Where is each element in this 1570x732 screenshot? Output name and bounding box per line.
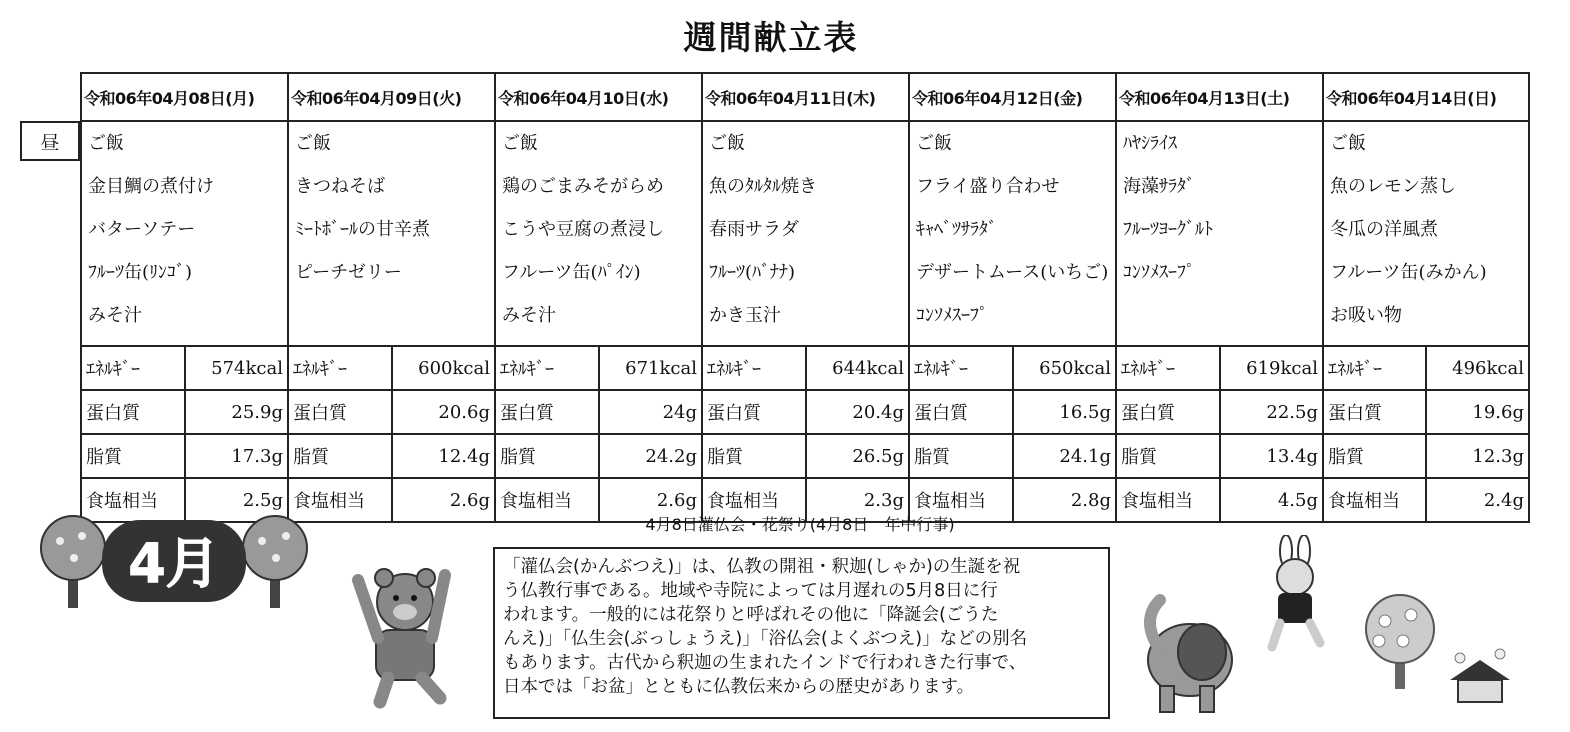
nutrient-value: 2.8g: [1013, 478, 1116, 522]
dish-item: [295, 298, 488, 341]
nutrient-value: 25.9g: [185, 390, 288, 434]
nutrient-label: ｴﾈﾙｷﾞｰ: [495, 346, 599, 390]
nutrient-value: 13.4g: [1220, 434, 1323, 478]
nutrient-value: 600kcal: [392, 346, 495, 390]
nutrient-value: 650kcal: [1013, 346, 1116, 390]
nutrient-value: 671kcal: [599, 346, 702, 390]
info-line: われます。一般的には花祭りと呼ばれその他に「降誕会(ごうた: [503, 605, 999, 625]
nutrient-value: 19.6g: [1426, 390, 1529, 434]
nutrient-label: ｴﾈﾙｷﾞｰ: [909, 346, 1013, 390]
nutrient-label: ｴﾈﾙｷﾞｰ: [702, 346, 806, 390]
nutrient-label: 脂質: [81, 434, 185, 478]
dish-item: ご飯: [502, 133, 538, 154]
nutrient-value: 24.1g: [1013, 434, 1116, 478]
info-line: 日本では「お盆」とともに仏教伝来からの歴史があります。: [503, 677, 975, 697]
nutrient-label: 脂質: [1323, 434, 1426, 478]
info-line: もあります。古代から釈迦の生まれたインドで行われきた行事で、: [503, 653, 1027, 673]
nutrient-label: 脂質: [1116, 434, 1220, 478]
dish-item: 冬瓜の洋風煮: [1330, 219, 1438, 240]
nutrient-value: 496kcal: [1426, 346, 1529, 390]
nutrient-label: 食塩相当: [1116, 478, 1220, 522]
dish-item: お吸い物: [1330, 305, 1402, 326]
day-header: 令和06年04月12日(金): [909, 73, 1116, 121]
dish-item: ﾌﾙｰﾂ缶(ﾘﾝｺﾞ): [88, 262, 193, 283]
dish-item: ｺﾝｿﾒｽｰﾌﾟ: [916, 305, 988, 326]
nutrient-label: 蛋白質: [495, 390, 599, 434]
dish-item: ﾐｰﾄﾎﾞｰﾙの甘辛煮: [295, 219, 430, 240]
nutrient-label: ｴﾈﾙｷﾞｰ: [1323, 346, 1426, 390]
info-line: 「灌仏会(かんぶつえ)」は、仏教の開祖・釈迦(しゃか)の生誕を祝: [503, 557, 1021, 577]
tree-icon: [41, 516, 105, 608]
page-title: 週間献立表: [683, 18, 859, 57]
dish-item: バターソテー: [88, 219, 196, 240]
day-header: 令和06年04月11日(木): [702, 73, 909, 121]
nutrient-value: 2.6g: [599, 478, 702, 522]
event-description: [493, 547, 1110, 719]
nutrient-value: 24g: [599, 390, 702, 434]
dish-item: ｺﾝｿﾒｽｰﾌﾟ: [1123, 262, 1195, 283]
nutrient-value: 22.5g: [1220, 390, 1323, 434]
nutrient-value: 20.6g: [392, 390, 495, 434]
nutrient-label: ｴﾈﾙｷﾞｰ: [288, 346, 392, 390]
dish-item: フライ盛り合わせ: [916, 176, 1060, 197]
event-title: 4月8日灌仏会・花祭り(4月8日 年中行事): [645, 515, 955, 534]
nutrient-value: 17.3g: [185, 434, 288, 478]
dish-item: ご飯: [916, 133, 952, 154]
dish-item: ご飯: [295, 133, 331, 154]
dish-item: 魚のﾀﾙﾀﾙ焼き: [709, 176, 817, 197]
dish-item: フルーツ缶(ﾊﾟｲﾝ): [502, 262, 641, 283]
nutrient-label: 脂質: [702, 434, 806, 478]
nutrient-value: 619kcal: [1220, 346, 1323, 390]
nutrient-label: 脂質: [495, 434, 599, 478]
nutrient-label: 蛋白質: [909, 390, 1013, 434]
badge-text: 4月: [128, 532, 220, 595]
day-header: 令和06年04月09日(火): [288, 73, 495, 121]
dish-item: 春雨サラダ: [709, 219, 799, 240]
nutrient-label: 食塩相当: [1323, 478, 1426, 522]
nutrient-label: 蛋白質: [702, 390, 806, 434]
elephant-icon: [1130, 590, 1250, 720]
day-header: 令和06年04月13日(土): [1116, 73, 1323, 121]
dish-item: ピーチゼリー: [295, 262, 402, 283]
day-header: 令和06年04月10日(水): [495, 73, 702, 121]
dish-list: [288, 121, 495, 346]
nutrient-value: 2.5g: [185, 478, 288, 522]
dish-item: ご飯: [88, 133, 124, 154]
dish-item: きつねそば: [295, 176, 385, 197]
dish-item: かき玉汁: [709, 305, 781, 326]
dish-list: [81, 121, 288, 346]
dish-item: [1123, 298, 1316, 341]
dish-list: [1116, 121, 1323, 346]
nutrient-value: 24.2g: [599, 434, 702, 478]
dish-item: こうや豆腐の煮浸し: [502, 219, 664, 240]
dish-item: ﾊﾔｼﾗｲｽ: [1123, 133, 1177, 154]
dish-item: ﾌﾙｰﾂ(ﾊﾞﾅﾅ): [709, 262, 796, 283]
dish-item: ﾌﾙｰﾂﾖｰｸﾞﾙﾄ: [1123, 219, 1213, 240]
april-badge-illustration: [30, 506, 320, 616]
dish-item: 金目鯛の煮付け: [88, 176, 214, 197]
info-line: んえ)」「仏生会(ぶっしょうえ)」「浴仏会(よくぶつえ)」などの別名: [503, 629, 1028, 649]
nutrient-label: 食塩相当: [81, 478, 185, 522]
nutrient-label: ｴﾈﾙｷﾞｰ: [81, 346, 185, 390]
dish-item: ｷｬﾍﾞﾂｻﾗﾀﾞ: [916, 219, 997, 240]
flower-hall-icon: [1440, 640, 1520, 710]
nutrient-value: 2.3g: [806, 478, 909, 522]
dish-item: ご飯: [709, 133, 745, 154]
dish-item: ご飯: [1330, 133, 1366, 154]
nutrient-value: 644kcal: [806, 346, 909, 390]
meal-label: 昼: [20, 121, 80, 161]
nutrient-label: 蛋白質: [81, 390, 185, 434]
day-header: 令和06年04月08日(月): [81, 73, 288, 121]
rabbit-icon: [1250, 535, 1340, 655]
nutrient-value: 2.6g: [392, 478, 495, 522]
nutrient-label: 脂質: [288, 434, 392, 478]
dish-item: 海藻ｻﾗﾀﾞ: [1123, 176, 1195, 197]
tree-icon: [243, 516, 307, 608]
dish-item: デザートムース(いちご): [916, 262, 1109, 283]
dish-item: 鶏のごまみそがらめ: [502, 176, 664, 197]
nutrient-value: 26.5g: [806, 434, 909, 478]
day-header: 令和06年04月14日(日): [1323, 73, 1529, 121]
nutrient-value: 4.5g: [1220, 478, 1323, 522]
dish-list: [909, 121, 1116, 346]
nutrient-label: 蛋白質: [1323, 390, 1426, 434]
nutrient-label: 蛋白質: [1116, 390, 1220, 434]
menu-table: [80, 72, 1530, 523]
dish-item: 魚のレモン蒸し: [1330, 176, 1456, 197]
nutrient-label: 脂質: [909, 434, 1013, 478]
dish-list: [702, 121, 909, 346]
flower-tree-icon: [1345, 585, 1455, 695]
nutrient-value: 12.3g: [1426, 434, 1529, 478]
nutrient-value: 574kcal: [185, 346, 288, 390]
nutrient-value: 16.5g: [1013, 390, 1116, 434]
dish-list: [1323, 121, 1529, 346]
dish-item: フルーツ缶(みかん): [1330, 262, 1487, 283]
info-line: う仏教行事である。地域や寺院によっては月遅れの5月8日に行: [503, 581, 998, 601]
nutrient-value: 20.4g: [806, 390, 909, 434]
nutrient-label: 食塩相当: [288, 478, 392, 522]
nutrient-label: 食塩相当: [702, 478, 806, 522]
nutrient-value: 12.4g: [392, 434, 495, 478]
nutrient-label: 蛋白質: [288, 390, 392, 434]
bear-icon: [340, 560, 470, 710]
dish-item: みそ汁: [502, 305, 556, 326]
nutrient-label: ｴﾈﾙｷﾞｰ: [1116, 346, 1220, 390]
nutrient-label: 食塩相当: [495, 478, 599, 522]
dish-item: みそ汁: [88, 305, 142, 326]
nutrient-value: 2.4g: [1426, 478, 1529, 522]
dish-list: [495, 121, 702, 346]
nutrient-label: 食塩相当: [909, 478, 1013, 522]
